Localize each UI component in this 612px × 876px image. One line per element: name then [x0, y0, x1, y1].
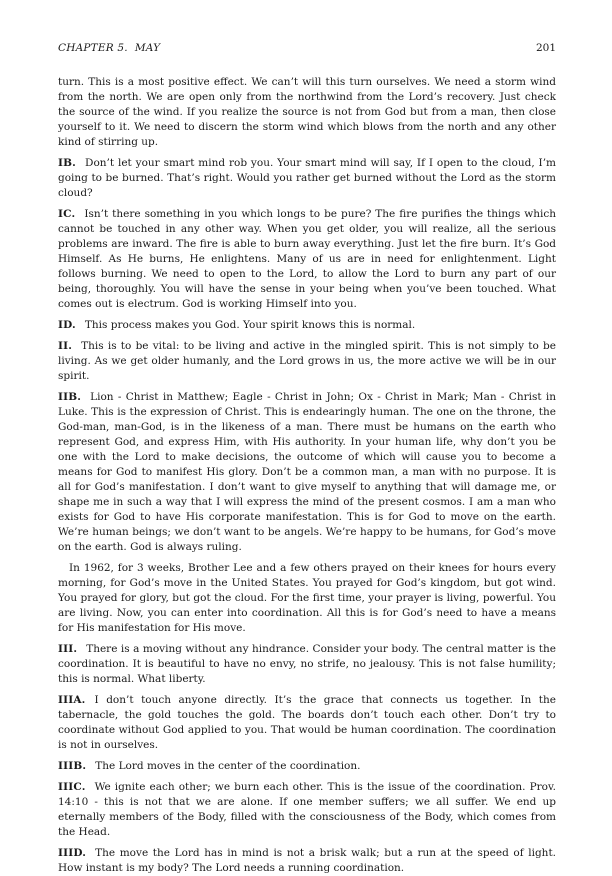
section-label: IIIC. [58, 781, 86, 793]
page-body [58, 75, 556, 876]
paragraph [58, 339, 556, 384]
section-label: II. [58, 340, 73, 352]
page-number: 201 [535, 42, 556, 54]
paragraph [58, 318, 556, 333]
paragraph [58, 693, 556, 753]
section-label: IIIB. [58, 760, 87, 772]
paragraph-text: Isn’t there something in you which longs to be pure? The fire purifies the things which cannot be touched in any other way. When you get older, you will realize, all the serious problems are inward. The fire is able to burn away everything. Just let the fire burn. It’s God Himself. As He burns, He enlightens. Many of us are in need for enlightenment. Light follows burning. We need to open to the Lord, to allow the Lord to burn any part of our being, thoroughly. You will have the sense in your being when you’ve been touched. What comes out is electrum. God is working Himself into you. [58, 208, 556, 310]
paragraph [58, 390, 556, 555]
paragraph-text: turn. This is a most positive effect. We can’t will this turn ourselves. We need a storm wind from the north. We are open only from the northwind from the Lord’s recovery. Just check the source of the wind. If you realize the source is not from God but from a man, then close yourself to it. We need to discern the storm wind which blows from the north and any other kind of stirring up. [58, 76, 556, 148]
paragraph-text: This process makes you God. Your spirit knows this is normal. [84, 319, 416, 331]
paragraph [58, 846, 556, 876]
paragraph-text: Lion - Christ in Matthew; Eagle - Christ in John; Ox - Christ in Mark; Man - Christ in Luke. This is the expression of Christ. This is endearingly human. The one on the throne, the God-man, man-God, is in the likeness of a man. There must be humans on the earth who represent God, and express Him, with His authority. In your human life, why don’t you be one with the Lord to make decisions, the outcome of which will cause you to become a means for God to manifest His glory. Don’t be a common man, a man with no purpose. It is all for God’s manifestation. I don’t want to give myself to anything that will damage me, or shape me in such a way that I will express the mind of the present cosmos. I am a man who exists for God to have His corporate manifestation. This is for God to move on the earth. We’re human beings; we don’t want to be angels. We’re happy to be humans, for God’s move on the earth. God is always ruling. [58, 391, 556, 553]
paragraph-text: The move the Lord has in mind is not a brisk walk; but a run at the speed of light. How instant is my body? The Lord needs a running coordination. [58, 847, 556, 874]
paragraph-text: This is to be vital: to be living and active in the mingled spirit. This is not simply to be living. As we get older humanly, and the Lord grows in us, the more active we will be in our spirit. [58, 340, 556, 382]
paragraph-text: We ignite each other; we burn each other. This is the issue of the coordination. Prov. 14:10 - this is not that we are alone. If one member suffers; we all suffer. We end up eternally members of the Body, filled with the consciousness of the Body, which comes from the Head. [58, 781, 556, 838]
paragraph-text: The Lord moves in the center of the coordination. [95, 760, 361, 772]
paragraph-text: There is a moving without any hindrance. Consider your body. The central matter is the coordination. It is beautiful to have no envy, no strife, no jealousy. This is not false humility; this is normal. What liberty. [58, 643, 556, 685]
section-label: IC. [58, 208, 76, 220]
paragraph [58, 780, 556, 840]
paragraph [58, 75, 556, 150]
running-header [58, 42, 556, 54]
paragraph-text: Don’t let your smart mind rob you. Your smart mind will say, If I open to the cloud, I’m going to be burned. That’s right. Would you rather get burned without the Lord as the storm cloud? [58, 157, 556, 199]
paragraph [58, 561, 556, 636]
chapter-title: CHAPTER 5. MAY [58, 42, 161, 54]
paragraph [58, 642, 556, 687]
section-label: IB. [58, 157, 77, 169]
paragraph [58, 759, 556, 774]
paragraph-text: I don’t touch anyone directly. It’s the grace that connects us together. In the tabernacle, the gold touches the gold. The boards don’t touch each other. Don’t try to coordinate without God applied to you. That would be human coordination. The coordination is not in ourselves. [58, 694, 556, 751]
section-label: III. [58, 643, 78, 655]
paragraph-text: In 1962, for 3 weeks, Brother Lee and a few others prayed on their knees for hours every morning, for God’s move in the United States. You prayed for God’s kingdom, but got wind. You prayed for glory, but got the cloud. For the first time, your prayer is living, powerful. You are living. Now, you can enter into coordination. All this is for God’s need to have a means for His manifestation for His move. [58, 562, 556, 634]
section-label: IIB. [58, 391, 82, 403]
section-label: ID. [58, 319, 76, 331]
paragraph [58, 207, 556, 312]
paragraph [58, 156, 556, 201]
section-label: IIIA. [58, 694, 86, 706]
section-label: IIID. [58, 847, 87, 859]
